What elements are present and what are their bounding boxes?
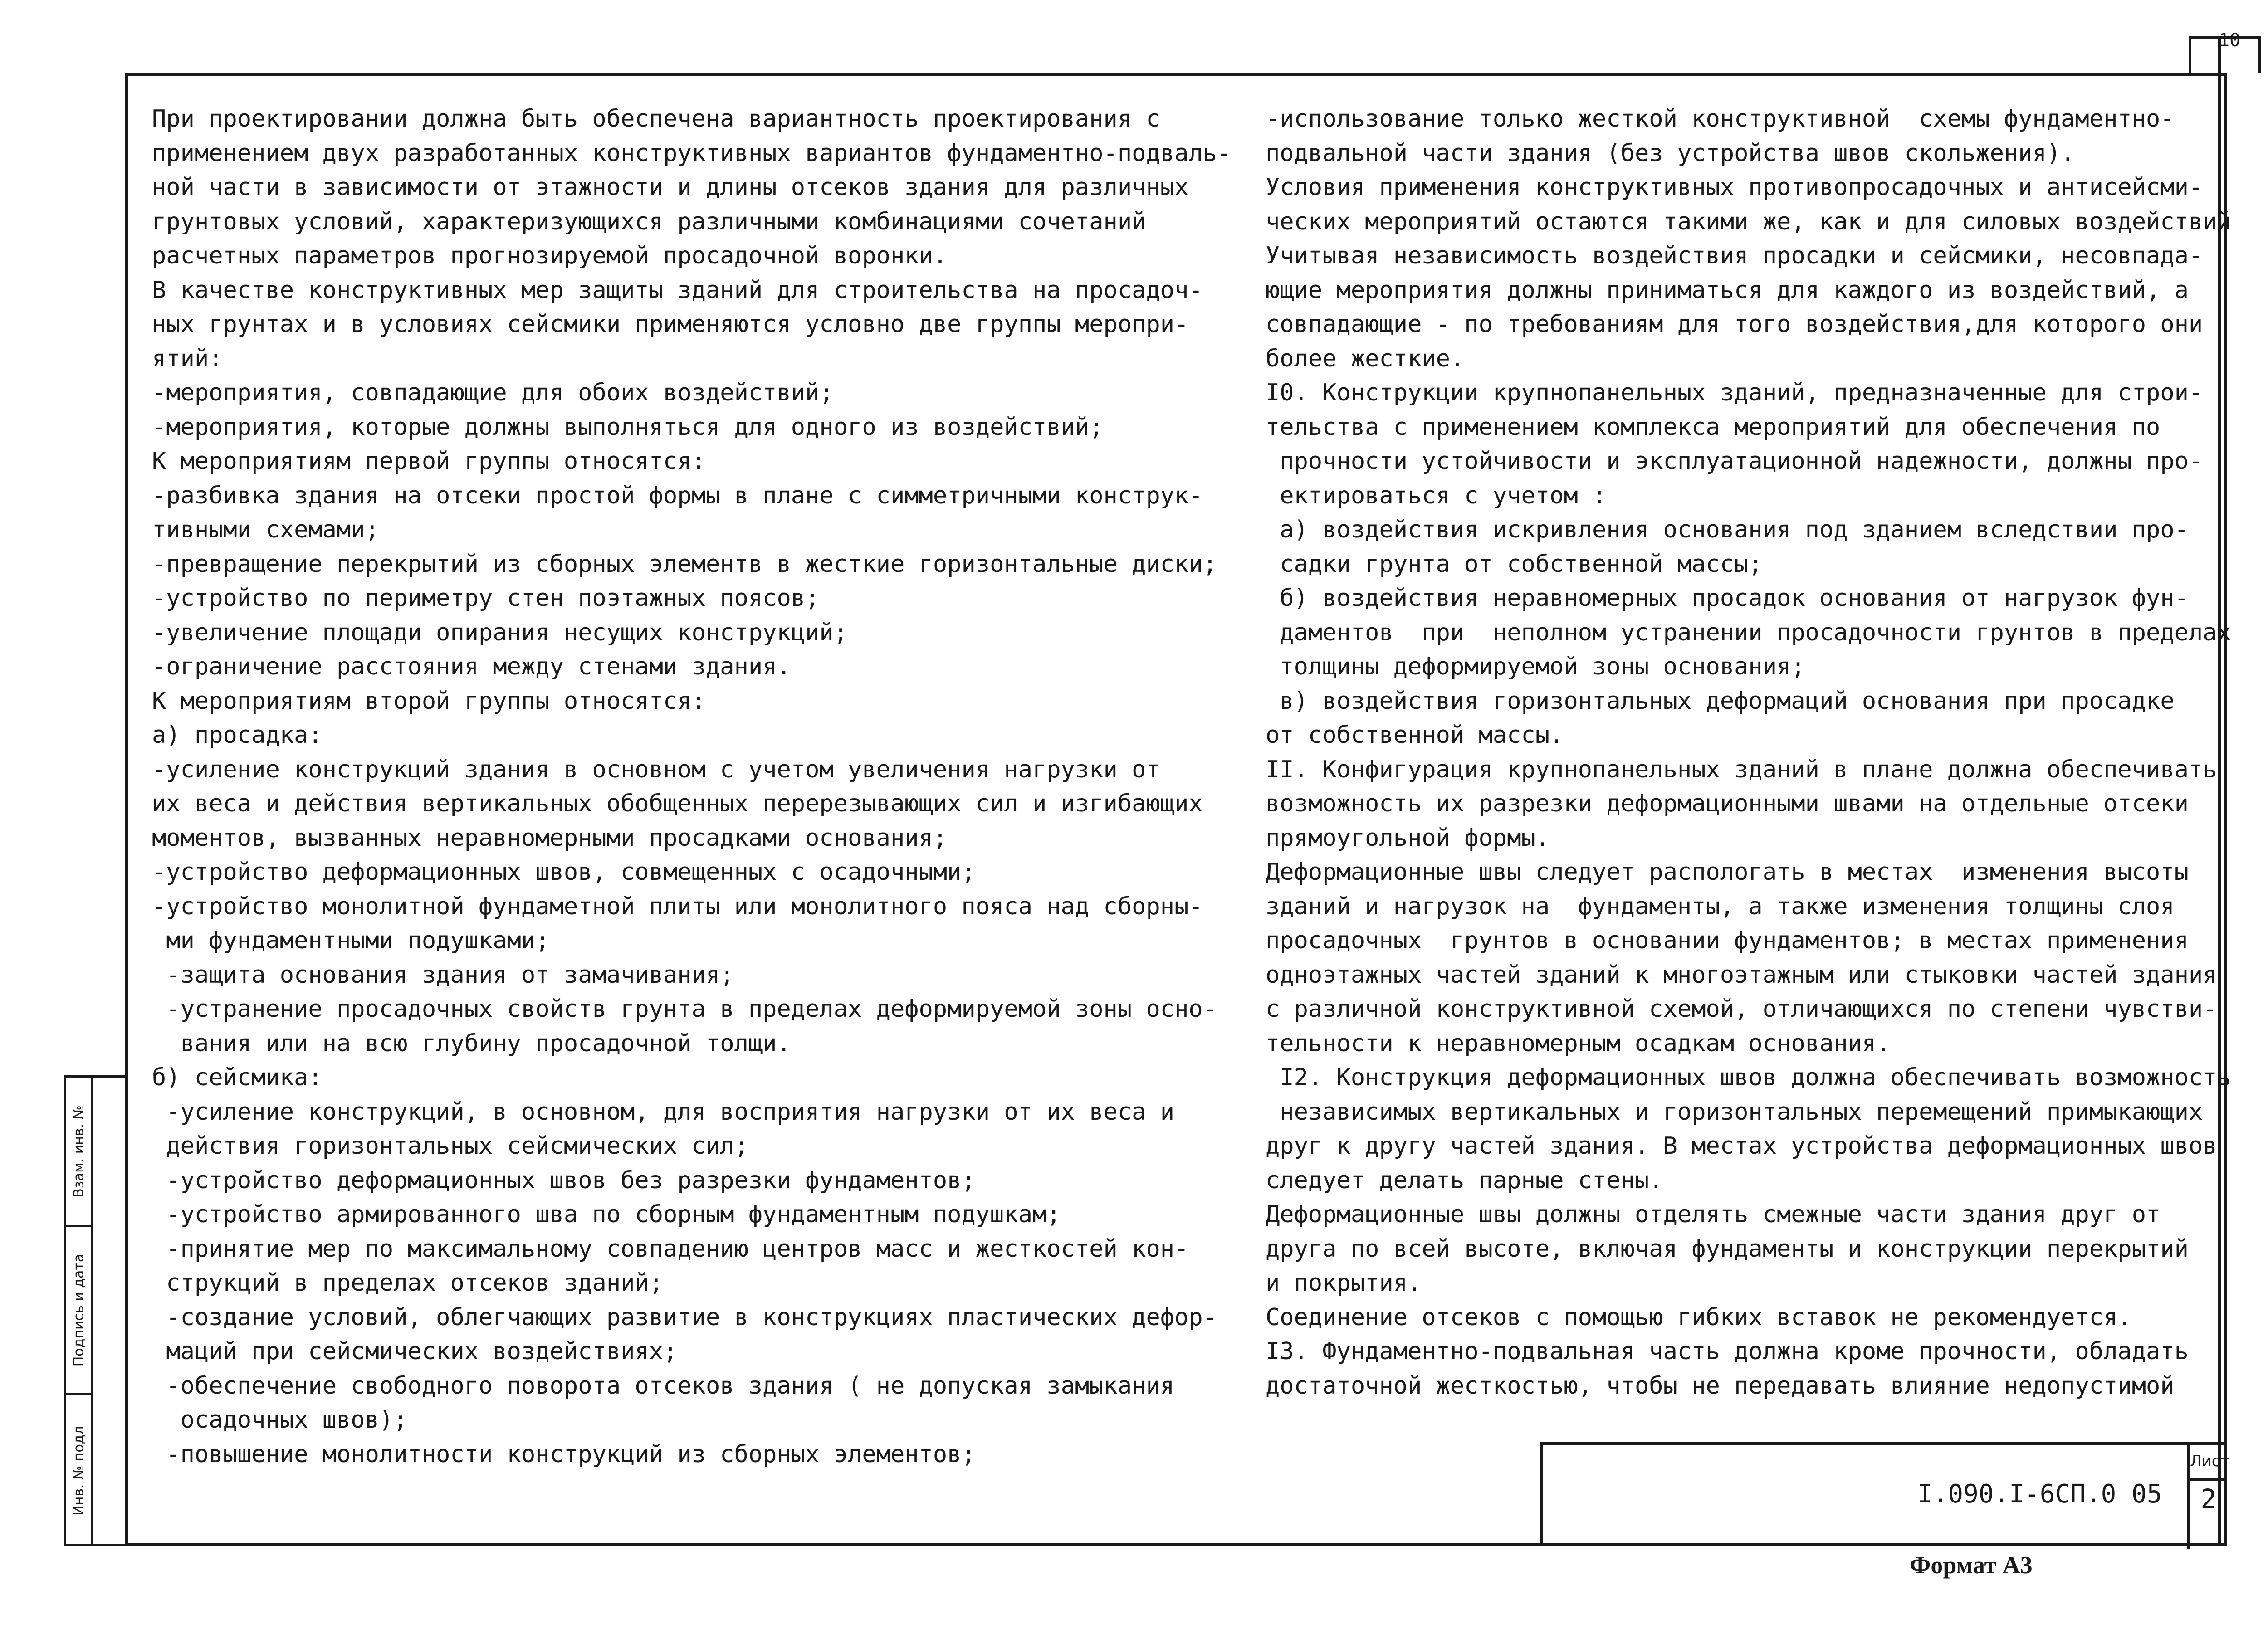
strip-cell-inv (66, 1395, 91, 1546)
text-line: -устройство деформационных швов, совмещенных с осадочными; (152, 858, 976, 886)
text-line: возможность их разрезки деформационными швами на отдельные отсеки (1266, 790, 2189, 817)
text-line: с различной конструктивной схемой, отличающихся по степени чувстви- (1266, 995, 2217, 1023)
text-line: подвальной части здания (без устройства швов скольжения). (1266, 139, 2075, 167)
text-line: I0. Конструкции крупнопанельных зданий, предназначенные для строи- (1266, 379, 2203, 406)
text-line: а) воздействия искривления основания под зданием вследствии про- (1266, 516, 2189, 543)
text-line: прямоугольной формы. (1266, 824, 1550, 852)
strip-label-podpis: Подпись и дата (71, 1254, 87, 1366)
text-line: ющие мероприятия должны приниматься для каждого из воздействий, а (1266, 276, 2189, 304)
text-line: -устройство деформационных швов без разрезки фундаментов; (152, 1166, 976, 1194)
text-line: совпадающие - по требованиям для того воздействия,для которого они (1266, 311, 2203, 338)
text-line: -принятие мер по максимальному совпадению центров масс и жесткостей кон- (152, 1235, 1189, 1263)
text-line: Условия применения конструктивных противопросадочных и антисейсми- (1266, 174, 2203, 201)
text-line: а) просадка: (152, 722, 323, 749)
text-line: К мероприятиям второй группы относятся: (152, 687, 706, 715)
strip-cell-vzam (66, 1078, 91, 1227)
left-text-column (152, 102, 1231, 1472)
text-line: ектироваться с учетом : (1266, 482, 1607, 509)
text-line: осадочных швов); (152, 1406, 408, 1434)
sheet-label: Лист (2187, 1445, 2227, 1481)
text-line: -превращение перекрытий из сборных элементв в жесткие горизонтальные диски; (152, 550, 1217, 578)
text-line: просадочных грунтов в основании фундаментов; в местах применения (1266, 927, 2189, 954)
right-text-column (1266, 102, 2231, 1403)
text-line: -мероприятия, совпадающие для обоих воздействий; (152, 379, 834, 406)
text-line: более жесткие. (1266, 345, 1465, 372)
text-line: прочности устойчивости и эксплуатационной надежности, должны про- (1266, 448, 2203, 475)
strip-cell-podpis (66, 1227, 91, 1395)
text-line: струкций в пределах отсеков зданий; (152, 1269, 664, 1297)
format-label: Формат А3 (1910, 1551, 2033, 1579)
text-line: -устройство монолитной фундаметной плиты или монолитного пояса над сборны- (152, 893, 1203, 920)
text-line: -ограничение расстояния между стенами здания. (152, 653, 791, 680)
text-line: применением двух разработанных конструктивных вариантов фундаментно-подваль- (152, 139, 1232, 167)
text-line: от собственной массы. (1266, 722, 1564, 749)
text-line: ных грунтах и в условиях сейсмики применяются условно две группы меропри- (152, 311, 1189, 338)
text-line: Деформационные швы следует распологать в местах изменения высоты (1266, 858, 2189, 886)
sheet-number: 2 (2187, 1481, 2227, 1549)
text-line: -увеличение площади опирания несущих конструкций; (152, 619, 848, 646)
text-line: тельства с применением комплекса мероприятий для обеспечения по (1266, 413, 2160, 441)
text-line: -использование только жесткой конструктивной схемы фундаментно- (1266, 105, 2175, 132)
text-line: одноэтажных частей зданий к многоэтажным или стыковки частей здания (1266, 961, 2217, 989)
text-line: -создание условий, облегчающих развитие в конструкциях пластических дефор- (152, 1303, 1217, 1331)
text-line: -обеспечение свободного поворота отсеков здания ( не допуская замыкания (152, 1372, 1175, 1400)
text-line: Деформационные швы должны отделять смежные части здания друг от (1266, 1201, 2160, 1228)
text-line: зданий и нагрузок на фундаменты, а также изменения толщины слоя (1266, 893, 2175, 920)
text-line: -устройство армированного шва по сборным фундаментным подушкам; (152, 1201, 1061, 1228)
text-line: -усиление конструкций здания в основном с учетом увеличения нагрузки от (152, 756, 1160, 783)
text-line: тельности к неравномерным осадкам основания. (1266, 1029, 1891, 1057)
text-line: грунтовых условий, характеризующихся различными комбинациями сочетаний (152, 208, 1146, 235)
text-line: и покрытия. (1266, 1269, 1422, 1297)
text-line: Учитывая независимость воздействия просадки и сейсмики, несовпада- (1266, 242, 2203, 269)
text-line: действия горизонтальных сейсмических сил; (152, 1132, 748, 1160)
text-line: следует делать парные стены. (1266, 1166, 1663, 1194)
text-line: Соединение отсеков с помощью гибких вставок не рекомендуется. (1266, 1303, 2132, 1331)
side-title-strip (64, 1075, 125, 1546)
text-line: ми фундаментными подушками; (152, 927, 550, 954)
text-line: б) сейсмика: (152, 1064, 323, 1091)
text-line: I3. Фундаментно-подвальная часть должна кроме прочности, обладать (1266, 1338, 2189, 1365)
text-line: независимых вертикальных и горизонтальных перемещений примыкающих (1266, 1098, 2203, 1126)
text-line: II. Конфигурация крупнопанельных зданий в плане должна обеспечивать (1266, 756, 2217, 783)
text-line: К мероприятиям первой группы относятся: (152, 448, 706, 475)
text-line: ческих мероприятий остаются такими же, как и для силовых воздействий (1266, 208, 2231, 235)
text-line: даментов при неполном устранении просадочности грунтов в пределах (1266, 619, 2231, 646)
text-line: моментов, вызванных неравномерными просадками основания; (152, 824, 948, 852)
text-line: -повышение монолитности конструкций из сборных элементов; (152, 1440, 976, 1468)
text-line: б) воздействия неравномерных просадок основания от нагрузок фун- (1266, 585, 2189, 612)
title-block (1540, 1442, 2227, 1546)
strip-label-vzam: Взам. инв. № (71, 1105, 87, 1198)
text-line: -устройство по периметру стен поэтажных поясов; (152, 585, 820, 612)
text-line: -защита основания здания от замачивания; (152, 961, 734, 989)
text-line: маций при сейсмических воздействиях; (152, 1338, 678, 1365)
text-line: расчетных параметров прогнозируемой просадочной воронки. (152, 242, 948, 269)
strip-label-inv: Инв. № подл (71, 1426, 87, 1516)
text-line: друг к другу частей здания. В местах устройства деформационных швов (1266, 1132, 2217, 1160)
text-line: достаточной жесткостью, чтобы не передавать влияние недопустимой (1266, 1372, 2175, 1400)
top-page-number: 10 (2219, 30, 2241, 51)
document-code: I.090.I-6СП.0 05 (1917, 1479, 2162, 1509)
text-line: друга по всей высоте, включая фундаменты и конструкции перекрытий (1266, 1235, 2189, 1263)
text-line: толщины деформируемой зоны основания; (1266, 653, 1805, 680)
text-line: -мероприятия, которые должны выполняться для одного из воздействий; (152, 413, 1104, 441)
text-line: -усиление конструкций, в основном, для восприятия нагрузки от их веса и (152, 1098, 1175, 1126)
text-line: -разбивка здания на отсеки простой формы в плане с симметричными конструк- (152, 482, 1203, 509)
text-line: в) воздействия горизонтальных деформаций основания при просадке (1266, 687, 2175, 715)
text-line: вания или на всю глубину просадочной толщи. (152, 1029, 791, 1057)
text-line: ной части в зависимости от этажности и длины отсеков здания для различных (152, 174, 1189, 201)
text-line: В качестве конструктивных мер защиты зданий для строительства на просадоч- (152, 276, 1203, 304)
text-line: -устранение просадочных свойств грунта в пределах деформируемой зоны осно- (152, 995, 1217, 1023)
text-line: I2. Конструкция деформационных швов должна обеспечивать возможность (1266, 1064, 2231, 1091)
text-line: При проектировании должна быть обеспечена вариантность проектирования с (152, 105, 1160, 132)
text-line: садки грунта от собственной массы; (1266, 550, 1763, 578)
text-line: ятий: (152, 345, 223, 372)
text-line: тивными схемами; (152, 516, 379, 543)
top-page-stub (2189, 30, 2261, 73)
text-line: их веса и действия вертикальных обобщенных перерезывающих сил и изгибающих (152, 790, 1203, 817)
